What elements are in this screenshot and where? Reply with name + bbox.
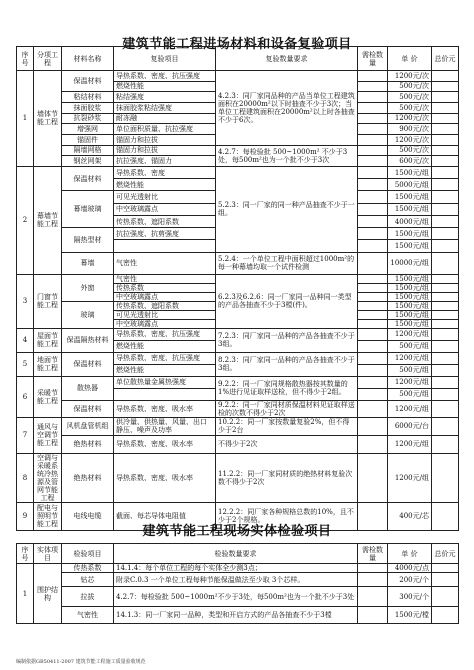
unit-price: 1500元/组 — [388, 191, 432, 203]
total-price — [432, 113, 459, 124]
material-name: 抹面胶浆 — [62, 102, 114, 113]
unit-price: 500元/次 — [388, 145, 432, 156]
total-price — [432, 376, 459, 388]
material-name: 玻璃 — [62, 301, 114, 328]
retest-item: 燃烧性能 — [114, 340, 216, 352]
unit-price: 1500元/组 — [388, 228, 432, 240]
required-count — [358, 340, 388, 352]
unit-price: 500元/组 — [388, 364, 432, 376]
material-name: 散热器 — [62, 376, 114, 400]
unit-price: 600元/次 — [388, 156, 432, 167]
unit-price: 10000元/组 — [388, 252, 432, 274]
total-price — [432, 92, 459, 103]
unit-price: 1200元/次 — [388, 134, 432, 145]
section-name: 门窗节能工程 — [34, 274, 62, 328]
required-count — [358, 252, 388, 274]
column-header: 序号 — [17, 47, 34, 71]
table2-title: 建筑节能工程现场实体检验项目 — [142, 524, 332, 539]
retest-item: 传热系数、遮阳系数 — [114, 215, 216, 227]
column-header: 复验数量要求 — [216, 47, 358, 71]
material-name: 幕墙 — [62, 252, 114, 274]
table-row — [17, 417, 459, 435]
row-seq: 3 — [17, 274, 34, 328]
unit-price: 500元/次 — [388, 102, 432, 113]
total-price — [432, 364, 459, 376]
required-count — [358, 328, 388, 340]
required-count — [358, 203, 388, 215]
retest-item: 可见光透射比 — [114, 310, 216, 319]
unit-price: 300元/个 — [388, 587, 432, 607]
row-seq: 8 — [17, 453, 34, 502]
section-name: 采暖节能工程 — [34, 376, 62, 417]
column-header: 分项工程 — [34, 47, 62, 71]
retest-item: 燃烧性能 — [114, 81, 216, 92]
total-price — [432, 587, 459, 607]
materials-retest-table — [16, 46, 459, 531]
total-price — [432, 400, 459, 417]
required-count — [358, 113, 388, 124]
material-name: 钢丝网架 — [62, 156, 114, 167]
material-name: 锚固件 — [62, 134, 114, 145]
total-price — [432, 166, 459, 178]
total-price — [432, 283, 459, 292]
column-header: 总价元 — [432, 47, 459, 71]
retest-item: 导热系数、密度、吸水率 — [114, 435, 216, 453]
required-count — [358, 573, 388, 587]
table-row — [17, 453, 459, 502]
quantity-requirement: 10.2.2：同一厂家按数量复验2%，但不得少于2台 — [216, 417, 358, 435]
table-row — [17, 274, 459, 283]
entity-name: 围护结构 — [34, 564, 62, 624]
material-name: 风机盘管机组 — [62, 417, 114, 435]
total-price — [432, 228, 459, 240]
material-name: 保温材料 — [62, 166, 114, 191]
required-count — [358, 453, 388, 502]
unit-price: 1200元/次 — [388, 113, 432, 124]
column-header: 检验项目 — [62, 544, 114, 564]
required-count — [358, 310, 388, 319]
retest-item: 锚固力和拉拔 — [114, 145, 216, 156]
retest-item: 粘结强度 — [114, 92, 216, 103]
quantity-requirement: 4.2.7：每检验批 500~1000m² 不少于3处，每500m²也为一个批不少于3次 — [216, 145, 358, 166]
retest-item: 抹面胶浆粘结强度 — [114, 102, 216, 113]
total-price — [432, 145, 459, 156]
required-count — [358, 274, 388, 283]
unit-price: 1500元/组 — [388, 319, 432, 328]
total-price — [432, 435, 459, 453]
required-count — [358, 156, 388, 167]
total-price — [432, 607, 459, 624]
required-count — [358, 417, 388, 435]
required-count — [358, 240, 388, 252]
required-count — [358, 228, 388, 240]
table-row — [17, 400, 459, 417]
retest-item: 导热系数、密度、抗压强度 — [114, 352, 216, 364]
total-price — [432, 352, 459, 364]
retest-item — [114, 240, 216, 252]
required-count — [358, 145, 388, 156]
required-count — [358, 388, 388, 400]
section-name: 地面节能工程 — [34, 352, 62, 376]
retest-item: 气密性 — [114, 252, 216, 274]
required-count — [358, 587, 388, 607]
retest-item: 抗拉强度、锚固力 — [114, 156, 216, 167]
total-price — [432, 453, 459, 502]
quantity-requirement: 14.1.4：每个单位工程的每个实体全少测3点； — [114, 564, 358, 573]
unit-price: 1200元/次 — [388, 71, 432, 82]
total-price — [432, 156, 459, 167]
required-count — [358, 102, 388, 113]
total-price — [432, 417, 459, 435]
table-row — [17, 587, 459, 607]
unit-price: 4000元/组 — [388, 215, 432, 227]
table-row — [17, 573, 459, 587]
required-count — [358, 376, 388, 388]
total-price — [432, 124, 459, 135]
inspection-item: 气密性 — [62, 607, 114, 624]
material-name: 幕墙玻璃 — [62, 191, 114, 228]
unit-price: 5000元/组 — [388, 179, 432, 191]
row-seq: 9 — [17, 502, 34, 530]
section-name: 墙体节能工程 — [34, 71, 62, 167]
total-price — [432, 102, 459, 113]
unit-price: 1200元/组 — [388, 328, 432, 340]
quantity-requirement: 6.2.3及6.2.6：同一厂家同一品种同一类型的产品各抽查不少于3樘(件)。 — [216, 274, 358, 328]
unit-price: 500元/次 — [388, 81, 432, 92]
unit-price: 1200元/组 — [388, 453, 432, 502]
quantity-requirement: 5.2.3：同一厂家的同一种产品抽查不少于一组。 — [216, 166, 358, 252]
unit-price: 1500元/组 — [388, 292, 432, 301]
onsite-inspection-table — [16, 543, 459, 624]
quantity-requirement: 12.2.2：同厂家各种规格总数的10%，且不少于2个规格。 — [216, 502, 358, 530]
row-seq: 1 — [17, 71, 34, 167]
header-row — [17, 544, 459, 564]
section-name: 通风与空调节能工程 — [34, 417, 62, 453]
material-name: 粘结材料 — [62, 92, 114, 103]
total-price — [432, 340, 459, 352]
unit-price: 1500元/组 — [388, 203, 432, 215]
unit-price: 1500元/组 — [388, 310, 432, 319]
column-header: 需检数量 — [358, 544, 388, 564]
total-price — [432, 301, 459, 310]
material-name: 保温材料 — [62, 352, 114, 376]
total-price — [432, 71, 459, 82]
retest-item: 供冷量、供热量、风量、出口静压、噪声及功率 — [114, 417, 216, 435]
section-name: 配电与照明节能工程 — [34, 502, 62, 530]
total-price — [432, 191, 459, 203]
retest-item: 耐冻融 — [114, 113, 216, 124]
quantity-requirement: 7.2.3：同厂家同一品种的产品各抽查不少于3组。 — [216, 328, 358, 352]
retest-item: 中空玻璃露点 — [114, 292, 216, 301]
retest-item: 锚固力和拉拔 — [114, 134, 216, 145]
unit-price: 500元/组 — [388, 388, 432, 400]
column-header: 序号 — [17, 544, 34, 564]
retest-item: 燃烧性能 — [114, 179, 216, 191]
required-count — [358, 364, 388, 376]
retest-item: 导热系数、密度、抗压强度 — [114, 71, 216, 82]
retest-item: 导热系数、密度、吸水率 — [114, 400, 216, 417]
total-price — [432, 328, 459, 340]
table-row — [17, 607, 459, 624]
column-header: 复验项目 — [114, 47, 216, 71]
required-count — [358, 191, 388, 203]
required-count — [358, 71, 388, 82]
required-count — [358, 352, 388, 364]
total-price — [432, 81, 459, 92]
row-seq: 1 — [17, 564, 34, 624]
table-row — [17, 435, 459, 453]
total-price — [432, 240, 459, 252]
total-price — [432, 573, 459, 587]
unit-price: 1200元/组 — [388, 352, 432, 364]
retest-item: 传热系数 — [114, 283, 216, 292]
unit-price: 200元/个 — [388, 573, 432, 587]
column-header: 总价元 — [432, 544, 459, 564]
row-seq: 2 — [17, 166, 34, 274]
unit-price: 1200元/组 — [388, 376, 432, 388]
quantity-requirement: 8.2.3：同厂家同一品种的产品各抽查不少于3组。 — [216, 352, 358, 376]
unit-price: 1500元/组 — [388, 274, 432, 283]
row-seq: 5 — [17, 352, 34, 376]
unit-price: 1500元/组 — [388, 166, 432, 178]
quantity-requirement: 9.2.2：同一厂家同材质保温材料见证取样送检的次数不得少于2次 — [216, 400, 358, 417]
quantity-requirement: 附录C.0.3 一个单位工程每种节能保温做法至少取 3个芯样。 — [114, 573, 358, 587]
retest-item: 抗拉强度、抗剪强度 — [114, 228, 216, 240]
required-count — [358, 81, 388, 92]
retest-item: 气密性 — [114, 274, 216, 283]
unit-price: 4000元/点 — [388, 564, 432, 573]
table1-title: 建筑节能工程进场材料和设备复验项目 — [122, 37, 352, 52]
total-price — [432, 203, 459, 215]
material-name: 抗裂砂浆 — [62, 113, 114, 124]
quantity-requirement: 4.2.3：同厂家同品种的产品当单位工程建筑面积在20000m²以下时抽查不少于3次；当单位工程建筑面积在20000m²以上时各抽查不少于6次。 — [216, 71, 358, 146]
column-header: 单 价 — [388, 47, 432, 71]
header-row — [17, 47, 459, 71]
required-count — [358, 92, 388, 103]
unit-price: 1500元/组 — [388, 240, 432, 252]
required-count — [358, 134, 388, 145]
total-price — [432, 252, 459, 274]
unit-price: 500元/次 — [388, 92, 432, 103]
column-header: 单 价 — [388, 544, 432, 564]
table-row — [17, 328, 459, 340]
unit-price: 6000元/台 — [388, 417, 432, 435]
material-name: 增强网 — [62, 124, 114, 135]
required-count — [358, 607, 388, 624]
retest-item: 中空玻璃露点 — [114, 203, 216, 215]
total-price — [432, 310, 459, 319]
unit-price: 1500元/组 — [388, 301, 432, 310]
inspection-item: 传热系数 — [62, 564, 114, 573]
unit-price: 1500元/组 — [388, 283, 432, 292]
unit-price: 500元/组 — [388, 340, 432, 352]
material-name: 电线电缆 — [62, 502, 114, 530]
inspection-item: 钻芯 — [62, 573, 114, 587]
material-name: 保温材料 — [62, 400, 114, 417]
required-count — [358, 564, 388, 573]
total-price — [432, 319, 459, 328]
material-name: 绝热材料 — [62, 435, 114, 453]
retest-item: 中空玻璃露点 — [114, 319, 216, 328]
retest-item: 燃烧性能 — [114, 364, 216, 376]
retest-item — [114, 388, 216, 400]
column-header: 材料名称 — [62, 47, 114, 71]
material-name: 绝热材料 — [62, 453, 114, 502]
quantity-requirement: 5.2.4：一个单位工程中面积超过1000m²的每一种幕墙均取一个试件检测 — [216, 252, 358, 274]
total-price — [432, 215, 459, 227]
table-row — [17, 145, 459, 156]
row-seq: 6 — [17, 376, 34, 417]
required-count — [358, 292, 388, 301]
material-name: 隔墙网格 — [62, 145, 114, 156]
required-count — [358, 283, 388, 292]
quantity-requirement: 4.2.7：每检验批 500~1000m²不少于3处，每500m²也为一个批不少于3处 — [114, 587, 358, 607]
retest-item: 单位散热量金属热强度 — [114, 376, 216, 388]
retest-item: 传热系数、遮阳系数 — [114, 301, 216, 310]
quantity-requirement: 不得少于2次 — [216, 435, 358, 453]
required-count — [358, 400, 388, 417]
table-row — [17, 564, 459, 573]
material-name: 外窗 — [62, 274, 114, 301]
section-name: 幕墙节能工程 — [34, 166, 62, 274]
unit-price: 1200元/组 — [388, 435, 432, 453]
retest-item: 导热系数、密度、抗压强度 — [114, 328, 216, 340]
table-row — [17, 352, 459, 364]
quantity-requirement: 14.1.3：同一厂家同一品种，类型和开启方式的产品各抽查不少于3樘 — [114, 607, 358, 624]
required-count — [358, 435, 388, 453]
table-row — [17, 376, 459, 388]
table-row — [17, 252, 459, 274]
section-name: 屋面节能工程 — [34, 328, 62, 352]
table-row — [17, 71, 459, 82]
quantity-requirement: 11.2.2：同一厂家同材质的绝热材料复验次数不得少于2次 — [216, 453, 358, 502]
required-count — [358, 179, 388, 191]
row-seq: 7 — [17, 417, 34, 453]
column-header: 需检数量 — [358, 47, 388, 71]
retest-item: 截面、每芯导体电阻值 — [114, 502, 216, 530]
unit-price: 400元/芯 — [388, 502, 432, 530]
unit-price: 900元/次 — [388, 124, 432, 135]
column-header: 实体项目 — [34, 544, 62, 564]
required-count — [358, 166, 388, 178]
total-price — [432, 274, 459, 283]
retest-item: 可见光透射比 — [114, 191, 216, 203]
required-count — [358, 124, 388, 135]
required-count — [358, 301, 388, 310]
total-price — [432, 388, 459, 400]
column-header: 检验数量要求 — [114, 544, 358, 564]
table-row — [17, 166, 459, 178]
total-price — [432, 292, 459, 301]
footer-note: 编制依据GB50411-2007 建筑节能工程施工质量验收规范 — [16, 659, 146, 665]
section-name: 空调与采暖系统冷热源及管网节能工程 — [34, 453, 62, 502]
material-name: 保温材料 — [62, 71, 114, 92]
retest-item: 单位面积质量、抗拉强度 — [114, 124, 216, 135]
total-price — [432, 179, 459, 191]
unit-price: 1200元/组 — [388, 400, 432, 417]
row-seq: 4 — [17, 328, 34, 352]
retest-item: 导热系数、密度 — [114, 166, 216, 178]
required-count — [358, 319, 388, 328]
inspection-item: 拉拔 — [62, 587, 114, 607]
unit-price: 1500元/樘 — [388, 607, 432, 624]
total-price — [432, 564, 459, 573]
quantity-requirement: 9.2.2：同一厂家同规格散热器按其数量的1%进行见证取样送检，但不得少于2组。 — [216, 376, 358, 400]
material-name: 隔热型材 — [62, 228, 114, 253]
retest-item: 导热系数、密度、吸水率 — [114, 453, 216, 502]
material-name: 保温隔热材料 — [62, 328, 114, 352]
total-price — [432, 134, 459, 145]
required-count — [358, 215, 388, 227]
